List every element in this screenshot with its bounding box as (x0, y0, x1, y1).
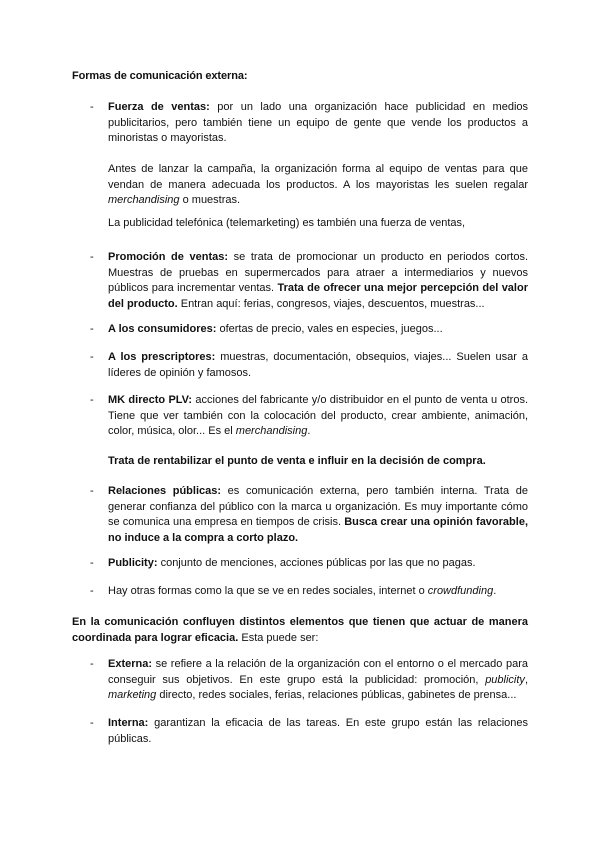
list-item-externa: - Externa: se refiere a la relación de la organización con el entorno o el mercado para conseguir sus objetivos. En este grupo está la publicidad: promoción, publicity, marketing directo, redes sociales, ferias, relaciones públicas, gabinetes de prensa... (90, 658, 528, 702)
note-rentabilizar: Trata de rentabilizar el punto de venta e influir en la decisión de compra. (108, 455, 486, 467)
definition: por un lado una organización hace publicidad en medios publicitarios, pero también tiene un equipo de gente que vende los productos a minoristas o mayoristas. (108, 101, 529, 145)
bullet-dash: - (90, 485, 94, 497)
bullet-dash: - (90, 717, 94, 729)
bullet-dash: - (90, 351, 94, 363)
bullet-dash: - (90, 251, 94, 263)
bullet-dash: - (90, 658, 94, 670)
bullet-dash: - (90, 101, 94, 113)
paragraph-intro: En la comunicación confluyen distintos elementos que tienen que actuar de manera coordinada para lograr eficacia. Esta puede ser: (72, 616, 528, 644)
list-item-consumidores: - A los consumidores: ofertas de precio, vales en especies, juegos... (90, 322, 528, 338)
list-item-otras-formas: - Hay otras formas como la que se ve en redes sociales, internet o crowdfunding. (90, 584, 528, 600)
bullet-dash: - (90, 585, 94, 597)
list-item-fuerza-de-ventas (90, 100, 528, 147)
bullet-dash: - (90, 557, 94, 569)
list-item-interna: - Interna: garantizan la eficacia de las tareas. En este grupo están las relaciones públicas. (90, 717, 528, 745)
list-item-promocion-de-ventas: - Promoción de ventas: se trata de promocionar un producto en periodos cortos. Muestras de pruebas en supermercados para atraer a intermediarios y nuevos públicos para incrementar ventas. Trata de ofrecer una mejor percepción del valor del producto. Entran aquí: ferias, congresos, viajes, descuentos, muestras... (90, 251, 528, 310)
list-item-mk-directo-plv: - MK directo PLV: acciones del fabricante y/o distribuidor en el punto de venta u otros. Tiene que ver también con la colocación del producto, crear ambiente, animación, color, música, olor... Es el merchandising. (90, 394, 528, 438)
paragraph-campaign: Antes de lanzar la campaña, la organización forma al equipo de ventas para que vendan de manera adecuada los productos. A los mayoristas les suelen regalar merchandising o muestras. (108, 163, 528, 207)
bullet-dash: - (90, 394, 94, 406)
term: Fuerza de ventas: (108, 101, 210, 113)
paragraph-telemarketing: La publicidad telefónica (telemarketing) es también una fuerza de ventas, (108, 217, 466, 229)
list-item-relaciones-publicas: - Relaciones públicas: es comunicación externa, pero también interna. Trata de generar confianza del público con la marca u organización. Es muy importante cómo se comunica una empresa en tiempos de crisis. Busca crear una opinión favorable, no induce a la compra a corto plazo. (90, 485, 528, 544)
list-item-publicity: - Publicity: conjunto de menciones, acciones públicas por las que no pagas. (90, 556, 528, 572)
section-heading: Formas de comunicación externa: (72, 70, 248, 82)
bullet-dash: - (90, 323, 94, 335)
list-item-prescriptores: - A los prescriptores: muestras, documentación, obsequios, viajes... Suelen usar a líderes de opinión y famosos. (90, 351, 528, 379)
